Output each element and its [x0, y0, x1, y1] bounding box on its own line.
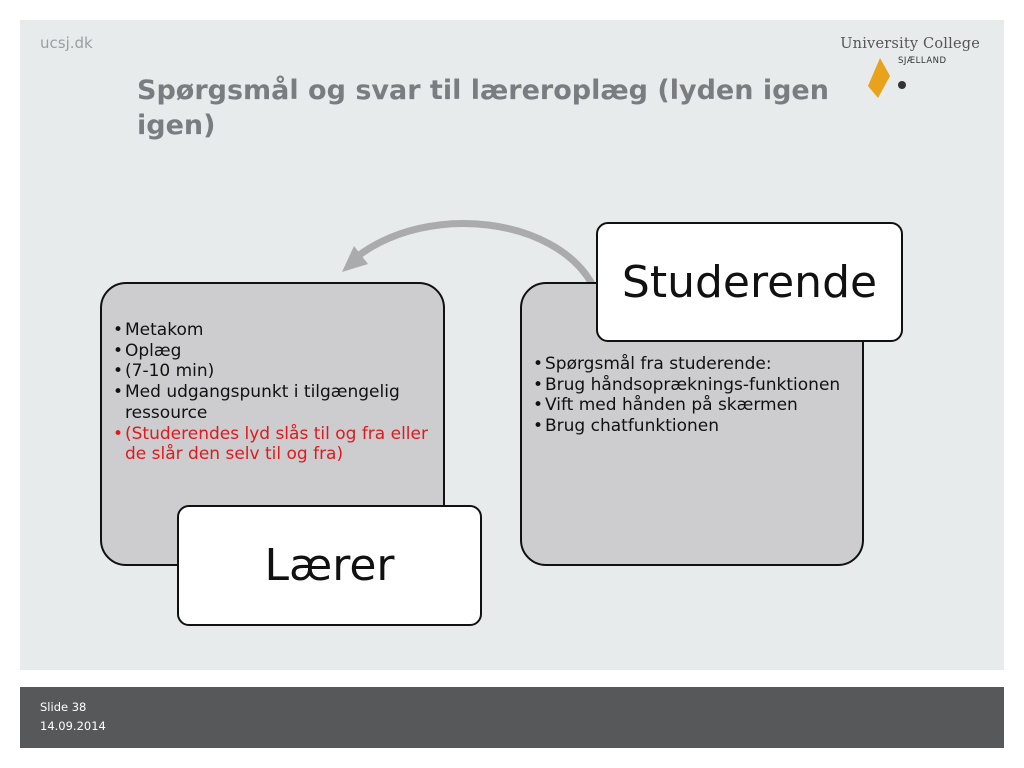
- list-item: • Metakom: [113, 320, 443, 341]
- student-bullet-list: [533, 354, 863, 437]
- cycle-arrow-icon: [320, 210, 610, 290]
- slide-number: Slide 38: [40, 700, 87, 714]
- list-item: • Brug chatfunktionen: [533, 416, 863, 437]
- list-item: • Spørgsmål fra studerende:: [533, 354, 863, 375]
- list-item: • Vift med hånden på skærmen: [533, 395, 863, 416]
- list-item: • Med udgangspunkt i tilgængelig ressource: [113, 382, 443, 423]
- student-label: Studerende: [596, 222, 903, 342]
- list-item: • Brug håndsopræknings-funktionen: [533, 375, 863, 396]
- logo-name: University College: [840, 36, 980, 52]
- list-item: • (7-10 min): [113, 361, 443, 382]
- teacher-label: Lærer: [177, 505, 482, 626]
- site-url: ucsj.dk: [40, 34, 93, 52]
- footer-bar: [20, 687, 1004, 748]
- slide-title: Spørgsmål og svar til læreroplæg (lyden igen igen): [137, 75, 829, 141]
- list-item-highlight: • (Studerendes lyd slås til og fra eller de slår den selv til og fra): [113, 424, 443, 465]
- list-item: • Oplæg: [113, 341, 443, 362]
- teacher-bullet-list: [113, 320, 443, 465]
- logo-subtitle: SJÆLLAND: [898, 56, 947, 66]
- slide-date: 14.09.2014: [40, 719, 106, 733]
